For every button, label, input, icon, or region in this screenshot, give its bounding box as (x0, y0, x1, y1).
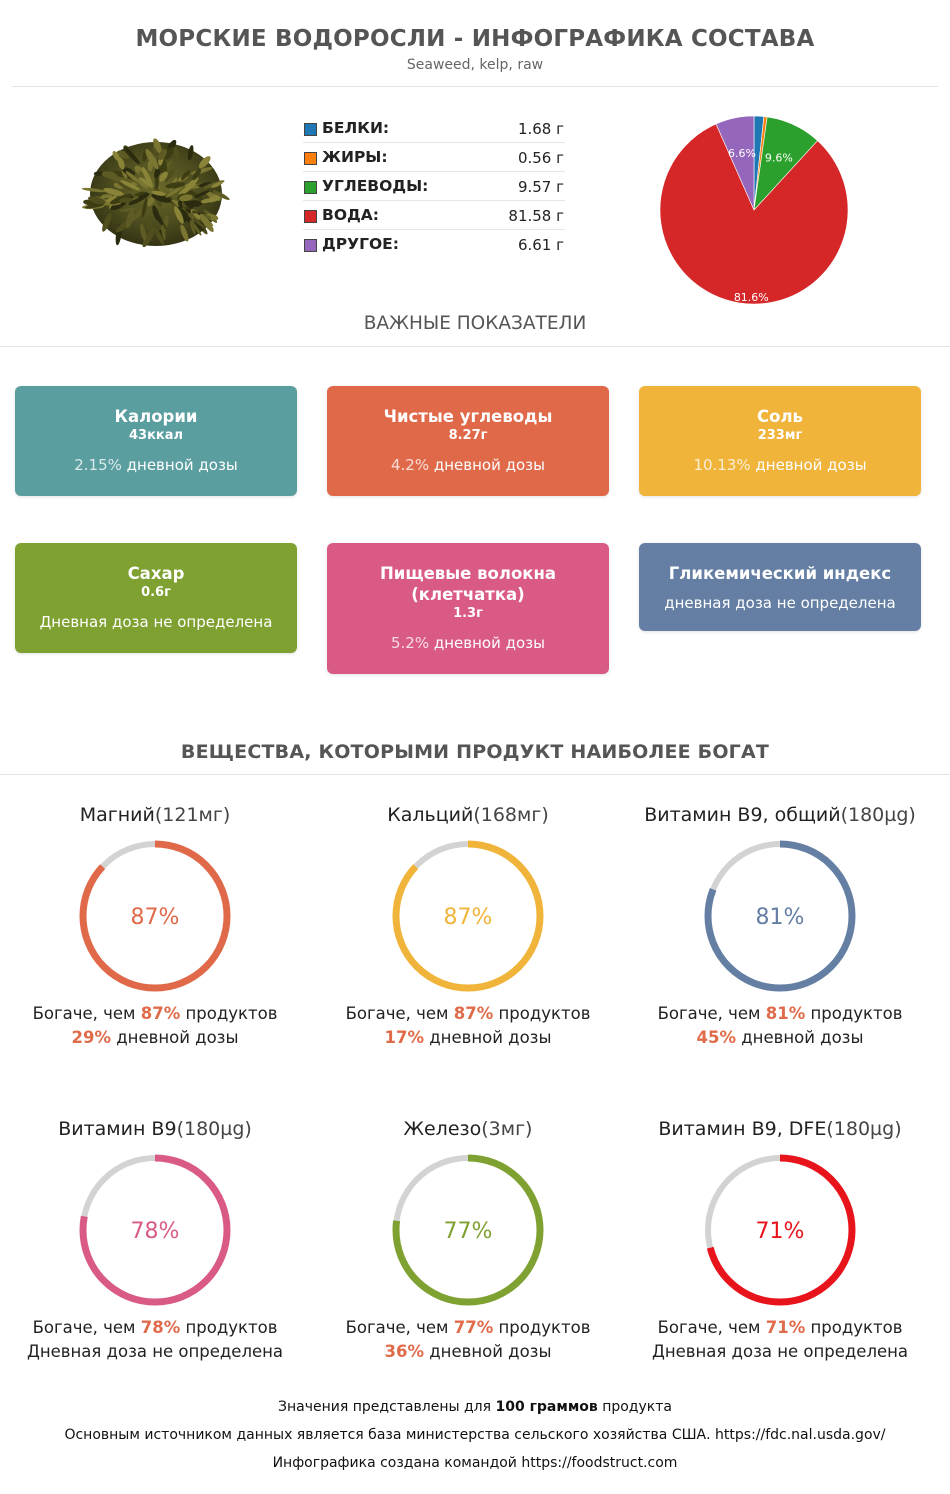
ring-percent-label: 78% (130, 1219, 180, 1244)
legend-value: 6.61 г (517, 236, 564, 254)
nutrient-ring-chart (390, 1152, 546, 1308)
legend-row-protein (303, 115, 565, 143)
card-title: Гликемический индекс (668, 564, 892, 583)
card-calories (15, 386, 297, 496)
nutrient-ring-chart (390, 838, 546, 994)
legend-value: 9.57 г (517, 178, 564, 196)
nutrient-vitamin-b9-dfe (625, 1118, 935, 1361)
legend-row-carbs (303, 173, 565, 201)
card-value: 8.27г (448, 428, 488, 443)
header-divider (12, 86, 938, 87)
card-value: 233мг (757, 428, 803, 443)
nutrient-calcium (313, 804, 623, 1047)
card-value: 1.3г (453, 606, 483, 621)
nutrient-iron (313, 1118, 623, 1361)
legend-name: БЕЛКИ: (322, 119, 390, 137)
legend-value: 0.56 г (517, 149, 564, 167)
card-daily: дневная доза не определена (664, 594, 896, 612)
nutrient-daily-value: 29% дневной дозы (71, 1028, 239, 1047)
card-glycemic-index (639, 543, 921, 631)
card-daily: Дневная доза не определена (39, 613, 273, 631)
nutrient-daily-value: Дневная доза не определена (26, 1342, 284, 1361)
nutrient-ring-chart (77, 1152, 233, 1308)
nutrient-name: Витамин B9(180µg) (58, 1118, 252, 1140)
card-salt (639, 386, 921, 496)
card-title: Сахар (127, 564, 185, 583)
footer-credit: Инфографика создана командой https://foodstruct.com (272, 1455, 678, 1471)
composition-pie-chart (650, 106, 860, 316)
card-value: 0.6г (141, 585, 171, 600)
rich-divider (0, 774, 950, 775)
nutrient-ring-chart (77, 838, 233, 994)
nutrient-richer-than: Богаче, чем 87% продуктов (32, 1004, 278, 1023)
card-daily: 5.2% дневной дозы (391, 634, 545, 652)
card-sugar (15, 543, 297, 653)
legend-row-other (303, 231, 565, 258)
nutrient-vitamin-b9 (0, 1118, 310, 1361)
seaweed-image (72, 130, 240, 260)
carbs-swatch-icon (304, 181, 317, 194)
nutrient-name: Витамин B9, DFE(180µg) (658, 1118, 902, 1140)
fat-swatch-icon (304, 152, 317, 165)
ring-percent-label: 71% (755, 1219, 805, 1244)
ring-percent-label: 77% (443, 1219, 493, 1244)
footer-note: Значения представлены для 100 граммов продукта (278, 1399, 672, 1415)
nutrient-name: Магний(121мг) (79, 804, 231, 826)
nutrient-daily-value: 36% дневной дозы (384, 1342, 552, 1361)
card-title: Чистые углеводы (383, 407, 553, 426)
legend-name: УГЛЕВОДЫ: (322, 177, 429, 195)
indicators-title: ВАЖНЫЕ ПОКАЗАТЕЛИ (363, 313, 587, 334)
card-net-carbs (327, 386, 609, 496)
nutrient-magnesium (0, 804, 310, 1047)
rich-nutrients-title: ВЕЩЕСТВА, КОТОРЫМИ ПРОДУКТ НАИБОЛЕЕ БОГАТ (180, 741, 770, 763)
ring-percent-label: 87% (443, 905, 493, 930)
card-daily: 10.13% дневной дозы (693, 456, 867, 474)
nutrient-name: Витамин B9, общий(180µg) (644, 804, 916, 826)
page-subtitle: Seaweed, kelp, raw (406, 57, 544, 73)
nutrient-daily-value: 45% дневной дозы (696, 1028, 864, 1047)
other-swatch-icon (304, 239, 317, 252)
water-swatch-icon (304, 210, 317, 223)
legend-name: ЖИРЫ: (322, 148, 388, 166)
nutrient-richer-than: Богаче, чем 71% продуктов (657, 1318, 903, 1337)
card-title: Соль (757, 407, 803, 426)
nutrient-ring-chart (702, 838, 858, 994)
nutrient-richer-than: Богаче, чем 77% продуктов (345, 1318, 591, 1337)
nutrient-richer-than: Богаче, чем 81% продуктов (657, 1004, 903, 1023)
nutrient-daily-value: Дневная доза не определена (651, 1342, 909, 1361)
card-value: 43ккал (128, 428, 184, 443)
ring-percent-label: 81% (755, 905, 805, 930)
nutrient-name: Кальций(168мг) (387, 804, 549, 826)
nutrient-richer-than: Богаче, чем 78% продуктов (32, 1318, 278, 1337)
nutrient-ring-chart (702, 1152, 858, 1308)
nutrient-vitamin-b9-total (625, 804, 935, 1047)
legend-row-water (303, 202, 565, 230)
page-title: МОРСКИЕ ВОДОРОСЛИ - ИНФОГРАФИКА СОСТАВА (135, 26, 815, 52)
footer-source: Основным источником данных является база министерства сельского хозяйства США. https://fdc.nal.usda.gov/ (64, 1427, 886, 1443)
protein-swatch-icon (304, 123, 317, 136)
ring-percent-label: 87% (130, 905, 180, 930)
card-daily: 4.2% дневной дозы (391, 456, 545, 474)
legend-row-fat (303, 144, 565, 172)
card-title: Пищевые волокна (клетчатка) (379, 564, 557, 604)
legend-value: 1.68 г (517, 120, 564, 138)
legend-name: ДРУГОЕ: (322, 235, 399, 253)
legend-value: 81.58 г (508, 207, 564, 225)
pie-label-2: 9.6% (764, 151, 793, 165)
pie-label-4: 6.6% (728, 146, 756, 160)
nutrient-name: Железо(3мг) (403, 1118, 533, 1140)
composition-legend (303, 115, 565, 259)
pie-label-3: 81.6% (733, 290, 769, 304)
card-fiber (327, 543, 609, 674)
card-title: Калории (114, 407, 198, 426)
indicators-divider (0, 346, 950, 347)
nutrient-daily-value: 17% дневной дозы (384, 1028, 552, 1047)
legend-name: ВОДА: (322, 206, 379, 224)
card-daily: 2.15% дневной дозы (74, 456, 238, 474)
nutrient-richer-than: Богаче, чем 87% продуктов (345, 1004, 591, 1023)
